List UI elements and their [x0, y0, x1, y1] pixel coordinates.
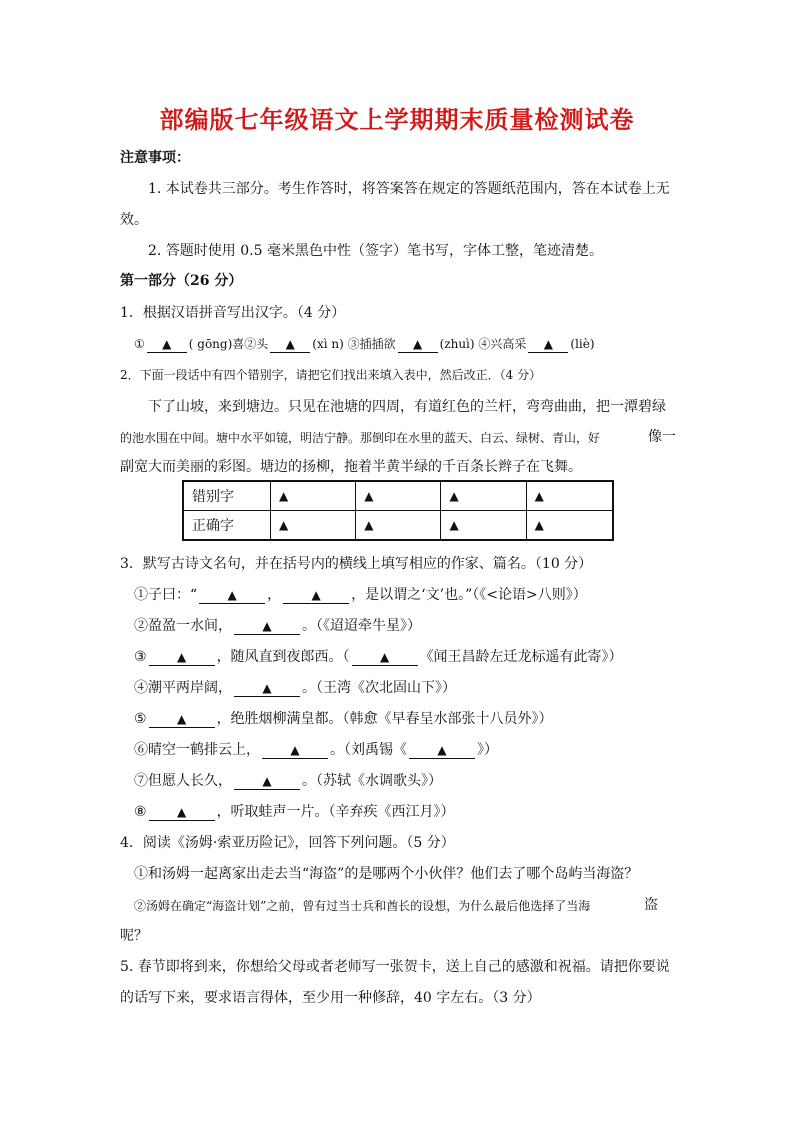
q3-line-6: ⑥晴空一鹤排云上， ▲ 。（刘禹锡《 ▲ 》） [134, 742, 498, 758]
q3-blank[interactable]: ▲ [149, 649, 215, 666]
q2-passage-line-3: 副宽大而美丽的彩图。塘边的扬柳，拖着半黄半绿的千百条长辫子在飞舞。 [120, 459, 582, 475]
correct-cell[interactable]: ▲ [526, 511, 613, 541]
table-row [183, 511, 613, 541]
typo-table [182, 480, 614, 541]
q3-blank[interactable]: ▲ [234, 680, 300, 697]
q3-blank[interactable]: ▲ [283, 587, 349, 604]
q1-items: ① ▲ ( gōng)喜②头 ▲ (xì n) ③插插欲 ▲ (zhuì) ④兴高采 ▲ (liè) [134, 337, 595, 351]
q3-blank[interactable]: ▲ [199, 587, 265, 604]
q3-line-4: ④潮平两岸阔， ▲ 。（王湾《次北固山下》） [134, 680, 456, 696]
table-row [183, 481, 613, 511]
q2-passage-line-2: 的池水围在中间。塘中水平如镜，明洁宁静。那倒印在水里的蓝天、白云、绿树、青山，好 [120, 431, 601, 445]
typo-cell[interactable]: ▲ [441, 481, 526, 511]
q3-line-8: ⑧ ▲ ，听取蛙声一片。（辛弃疾《西江月》） [134, 804, 455, 820]
q3-blank[interactable]: ▲ [352, 649, 418, 666]
q3-blank[interactable]: ▲ [234, 618, 300, 635]
q3-line-3: ③ ▲ ，随风直到夜郎西。（ ▲ 《闻王昌龄左迁龙标遥有此寄》） [134, 649, 623, 665]
q3-line-1: ①子曰：“ ▲ ， ▲ ，是以谓之‘文’也。”（《<论语>八则》） [134, 587, 587, 603]
q3-blank[interactable]: ▲ [262, 742, 328, 759]
correct-row-label: 正确字 [183, 511, 271, 541]
q1-prompt: 1．根据汉语拼音写出汉字。（4 分） [120, 305, 346, 321]
q3-blank[interactable]: ▲ [149, 711, 215, 728]
q3-line-2: ②盈盈一水间， ▲ 。（《迢迢牵牛星》） [134, 618, 421, 634]
q1-blank-4[interactable]: ▲ [528, 336, 568, 353]
q2-passage-line-2-end: 像一 [648, 429, 676, 445]
q1-blank-1[interactable]: ▲ [147, 336, 187, 353]
q3-blank[interactable]: ▲ [234, 773, 300, 790]
q2-prompt: 2．下面一段话中有四个错别字，请把它们找出来填入表中，然后改正．（4 分） [120, 368, 542, 382]
q1-blank-2[interactable]: ▲ [270, 336, 310, 353]
typo-cell[interactable]: ▲ [271, 481, 356, 511]
typo-cell[interactable]: ▲ [356, 481, 441, 511]
correct-cell[interactable]: ▲ [441, 511, 526, 541]
correct-cell[interactable]: ▲ [271, 511, 356, 541]
notice-item-1: 1. 本试卷共三部分。考生作答时，将答案答在规定的答题纸范围内，答在本试卷上无 [148, 181, 670, 197]
q1-blank-3[interactable]: ▲ [398, 336, 438, 353]
q4-question-2: ②汤姆在确定“海盗计划”之前，曾有过当士兵和酋长的设想，为什么最后他选择了当海 [134, 899, 591, 913]
q5-prompt-line-1: 5. 春节即将到来，你想给父母或者老师写一张贺卡，送上自己的感激和祝福。请把你要说 [120, 959, 670, 975]
typo-row-label: 错别字 [183, 481, 271, 511]
typo-cell[interactable]: ▲ [526, 481, 613, 511]
q2-passage-line-1: 下了山坡，来到塘边。只见在池塘的四周，有道红色的兰杆，弯弯曲曲，把一潭碧绿 [148, 399, 666, 415]
notice-heading: 注意事项： [120, 150, 190, 166]
correct-cell[interactable]: ▲ [356, 511, 441, 541]
q4-question-1: ①和汤姆一起离家出走去当“海盗”的是哪两个小伙伴？他们去了哪个岛屿当海盗？ [134, 866, 639, 882]
q4-question-2-cont: 呢？ [120, 928, 148, 944]
page-title: 部编版七年级语文上学期期末质量检测试卷 [159, 106, 635, 134]
q4-question-2-end: 盗 [644, 897, 658, 913]
part1-heading: 第一部分（26 分） [120, 273, 243, 289]
q5-prompt-line-2: 的话写下来，要求语言得体，至少用一种修辞，40 字左右。（3 分） [120, 990, 541, 1006]
notice-item-1-cont: 效。 [120, 212, 148, 228]
notice-item-2: 2. 答题时使用 0.5 毫米黑色中性（签字）笔书写，字体工整，笔迹清楚。 [148, 243, 603, 259]
q4-prompt: 4．阅读《汤姆·索亚历险记》，回答下列问题。（5 分） [120, 835, 455, 851]
q3-prompt: 3．默写古诗文名句，并在括号内的横线上填写相应的作家、篇名。（10 分） [120, 556, 593, 572]
q3-blank[interactable]: ▲ [409, 742, 475, 759]
q3-line-5: ⑤ ▲ ，绝胜烟柳满皇都。（韩愈《早春呈水部张十八员外》） [134, 711, 553, 727]
q3-blank[interactable]: ▲ [149, 804, 215, 821]
q3-line-7: ⑦但愿人长久， ▲ 。（苏轼《水调歌头》） [134, 773, 442, 789]
